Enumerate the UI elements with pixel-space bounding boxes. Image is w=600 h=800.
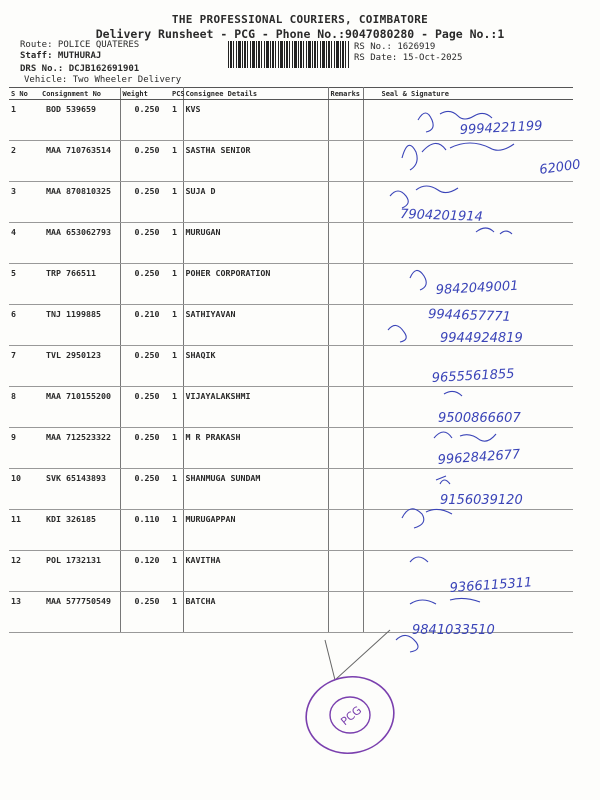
row-consignee: SHAQIK — [183, 346, 328, 387]
row-consignee: SHANMUGA SUNDAM — [183, 469, 328, 510]
row-remarks — [328, 387, 363, 428]
row-consignment-no: TVL 2950123 — [40, 346, 120, 387]
staff-text: Staff: MUTHURAJ — [20, 50, 102, 61]
row-sno: 10 — [9, 469, 40, 510]
row-weight: 0.250 — [120, 141, 170, 182]
row-pcs: 1 — [170, 182, 183, 223]
row-remarks — [328, 346, 363, 387]
row-pcs: 1 — [170, 223, 183, 264]
row-pcs: 1 — [170, 510, 183, 551]
vehicle-text: Vehicle: Two Wheeler Delivery — [24, 74, 182, 85]
row-consignment-no: BOD 539659 — [40, 100, 120, 141]
row-pcs: 1 — [170, 305, 183, 346]
row-pcs: 1 — [170, 387, 183, 428]
row-pcs: 1 — [170, 141, 183, 182]
col-consignee-header: Consignee Details — [183, 88, 328, 100]
row-weight: 0.250 — [120, 264, 170, 305]
signature-scribble — [410, 557, 428, 562]
row-sno: 2 — [9, 141, 40, 182]
row-pcs: 1 — [170, 264, 183, 305]
row-pcs: 1 — [170, 469, 183, 510]
row-remarks — [328, 100, 363, 141]
row-weight: 0.250 — [120, 592, 170, 633]
row-remarks — [328, 264, 363, 305]
handwritten-phone: 62000 — [538, 157, 582, 178]
row-sno: 4 — [9, 223, 40, 264]
row-consignment-no: MAA 712523322 — [40, 428, 120, 469]
row-consignee: BATCHA — [183, 592, 328, 633]
row-sno: 11 — [9, 510, 40, 551]
route-block — [20, 40, 181, 85]
row-remarks — [328, 592, 363, 633]
barcode — [228, 41, 350, 68]
handwritten-phone: 9500866607 — [438, 411, 521, 426]
row-remarks — [328, 305, 363, 346]
row-weight: 0.250 — [120, 182, 170, 223]
row-remarks — [328, 551, 363, 592]
rs-number: RS No.: 1626919 — [354, 42, 436, 52]
row-consignment-no: MAA 653062793 — [40, 223, 120, 264]
row-pcs: 1 — [170, 428, 183, 469]
row-pcs: 1 — [170, 592, 183, 633]
row-weight: 0.250 — [120, 387, 170, 428]
row-consignee: POHER CORPORATION — [183, 264, 328, 305]
row-weight: 0.250 — [120, 428, 170, 469]
route-text: Route: POLICE QUATERES — [20, 40, 140, 50]
row-consignment-no: KDI 326185 — [40, 510, 120, 551]
handwritten-phone: 9366115311 — [449, 575, 533, 596]
row-weight: 0.250 — [120, 469, 170, 510]
handwritten-phone: 7904201914 — [399, 207, 484, 225]
row-consignee: KVS — [183, 100, 328, 141]
row-consignee: VIJAYALAKSHMI — [183, 387, 328, 428]
row-remarks — [328, 469, 363, 510]
signature-scribble — [436, 476, 450, 484]
col-weight-header: Weight — [120, 88, 170, 100]
pcg-stamp — [295, 660, 415, 760]
row-remarks — [328, 428, 363, 469]
row-consignment-no: POL 1732131 — [40, 551, 120, 592]
handwritten-phone: 9944924819 — [440, 331, 523, 346]
company-title: THE PROFESSIONAL COURIERS, COIMBATORE — [171, 13, 429, 26]
row-consignment-no: SVK 65143893 — [40, 469, 120, 510]
row-sno: 1 — [9, 100, 40, 141]
row-weight: 0.250 — [120, 100, 170, 141]
rs-date: RS Date: 15-Oct-2025 — [354, 52, 463, 63]
drs-number: DRS No.: DCJB162691901 — [20, 64, 140, 74]
row-weight: 0.250 — [120, 223, 170, 264]
handwritten-phone: 9944657771 — [427, 307, 512, 325]
row-remarks — [328, 223, 363, 264]
col-consignment-header: Consignment No — [40, 88, 120, 100]
row-consignment-no: MAA 870810325 — [40, 182, 120, 223]
row-sno: 3 — [9, 182, 40, 223]
row-weight: 0.110 — [120, 510, 170, 551]
signature-scribble — [402, 509, 452, 528]
row-pcs: 1 — [170, 346, 183, 387]
row-sno: 6 — [9, 305, 40, 346]
row-sno: 7 — [9, 346, 40, 387]
col-sno-header: S No — [9, 88, 40, 100]
row-consignment-no: MAA 577750549 — [40, 592, 120, 633]
handwritten-phone: 9841033510 — [412, 623, 495, 638]
row-consignee: KAVITHA — [183, 551, 328, 592]
signature-scribble — [390, 186, 458, 208]
stamp-text: PCG — [338, 703, 365, 729]
signature-scribble — [402, 143, 514, 170]
row-consignee: M R PRAKASH — [183, 428, 328, 469]
row-consignee: SASTHA SENIOR — [183, 141, 328, 182]
runsheet-subtitle: Delivery Runsheet - PCG - Phone No.:9047080280 - Page No.:1 — [95, 27, 505, 41]
rs-block — [354, 42, 462, 63]
row-remarks — [328, 510, 363, 551]
row-sno: 12 — [9, 551, 40, 592]
row-consignment-no: TRP 766511 — [40, 264, 120, 305]
row-remarks — [328, 182, 363, 223]
row-sno: 13 — [9, 592, 40, 633]
row-consignee: SATHIYAVAN — [183, 305, 328, 346]
row-pcs: 1 — [170, 551, 183, 592]
signature-scribble — [410, 598, 480, 604]
row-consignment-no: TNJ 1199885 — [40, 305, 120, 346]
row-sno: 8 — [9, 387, 40, 428]
handwritten-phone: 9156039120 — [440, 493, 523, 508]
signature-scribble — [476, 228, 512, 234]
row-consignee: MURUGAN — [183, 223, 328, 264]
col-remarks-header: Remarks — [328, 88, 363, 100]
handwritten-phone: 9962842677 — [437, 447, 521, 468]
handwritten-signatures — [380, 92, 600, 732]
row-weight: 0.250 — [120, 346, 170, 387]
col-pcs-header: PCS — [172, 89, 185, 98]
row-sno: 5 — [9, 264, 40, 305]
row-consignment-no: MAA 710155200 — [40, 387, 120, 428]
handwritten-phone: 9842049001 — [435, 278, 519, 298]
row-weight: 0.120 — [120, 551, 170, 592]
row-consignment-no: MAA 710763514 — [40, 141, 120, 182]
row-remarks — [328, 141, 363, 182]
row-pcs: 1 — [170, 100, 183, 141]
col-seal-header: Seal & Signature — [363, 88, 573, 100]
signature-scribble — [388, 325, 406, 342]
signature-scribble — [444, 391, 462, 396]
row-weight: 0.210 — [120, 305, 170, 346]
row-consignee: SUJA D — [183, 182, 328, 223]
signature-scribble — [410, 270, 426, 290]
row-consignee: MURUGAPPAN — [183, 510, 328, 551]
handwritten-phone: 9994221199 — [459, 118, 543, 138]
handwritten-phone: 9655561855 — [431, 366, 515, 386]
row-sno: 9 — [9, 428, 40, 469]
signature-scribble — [434, 432, 496, 441]
